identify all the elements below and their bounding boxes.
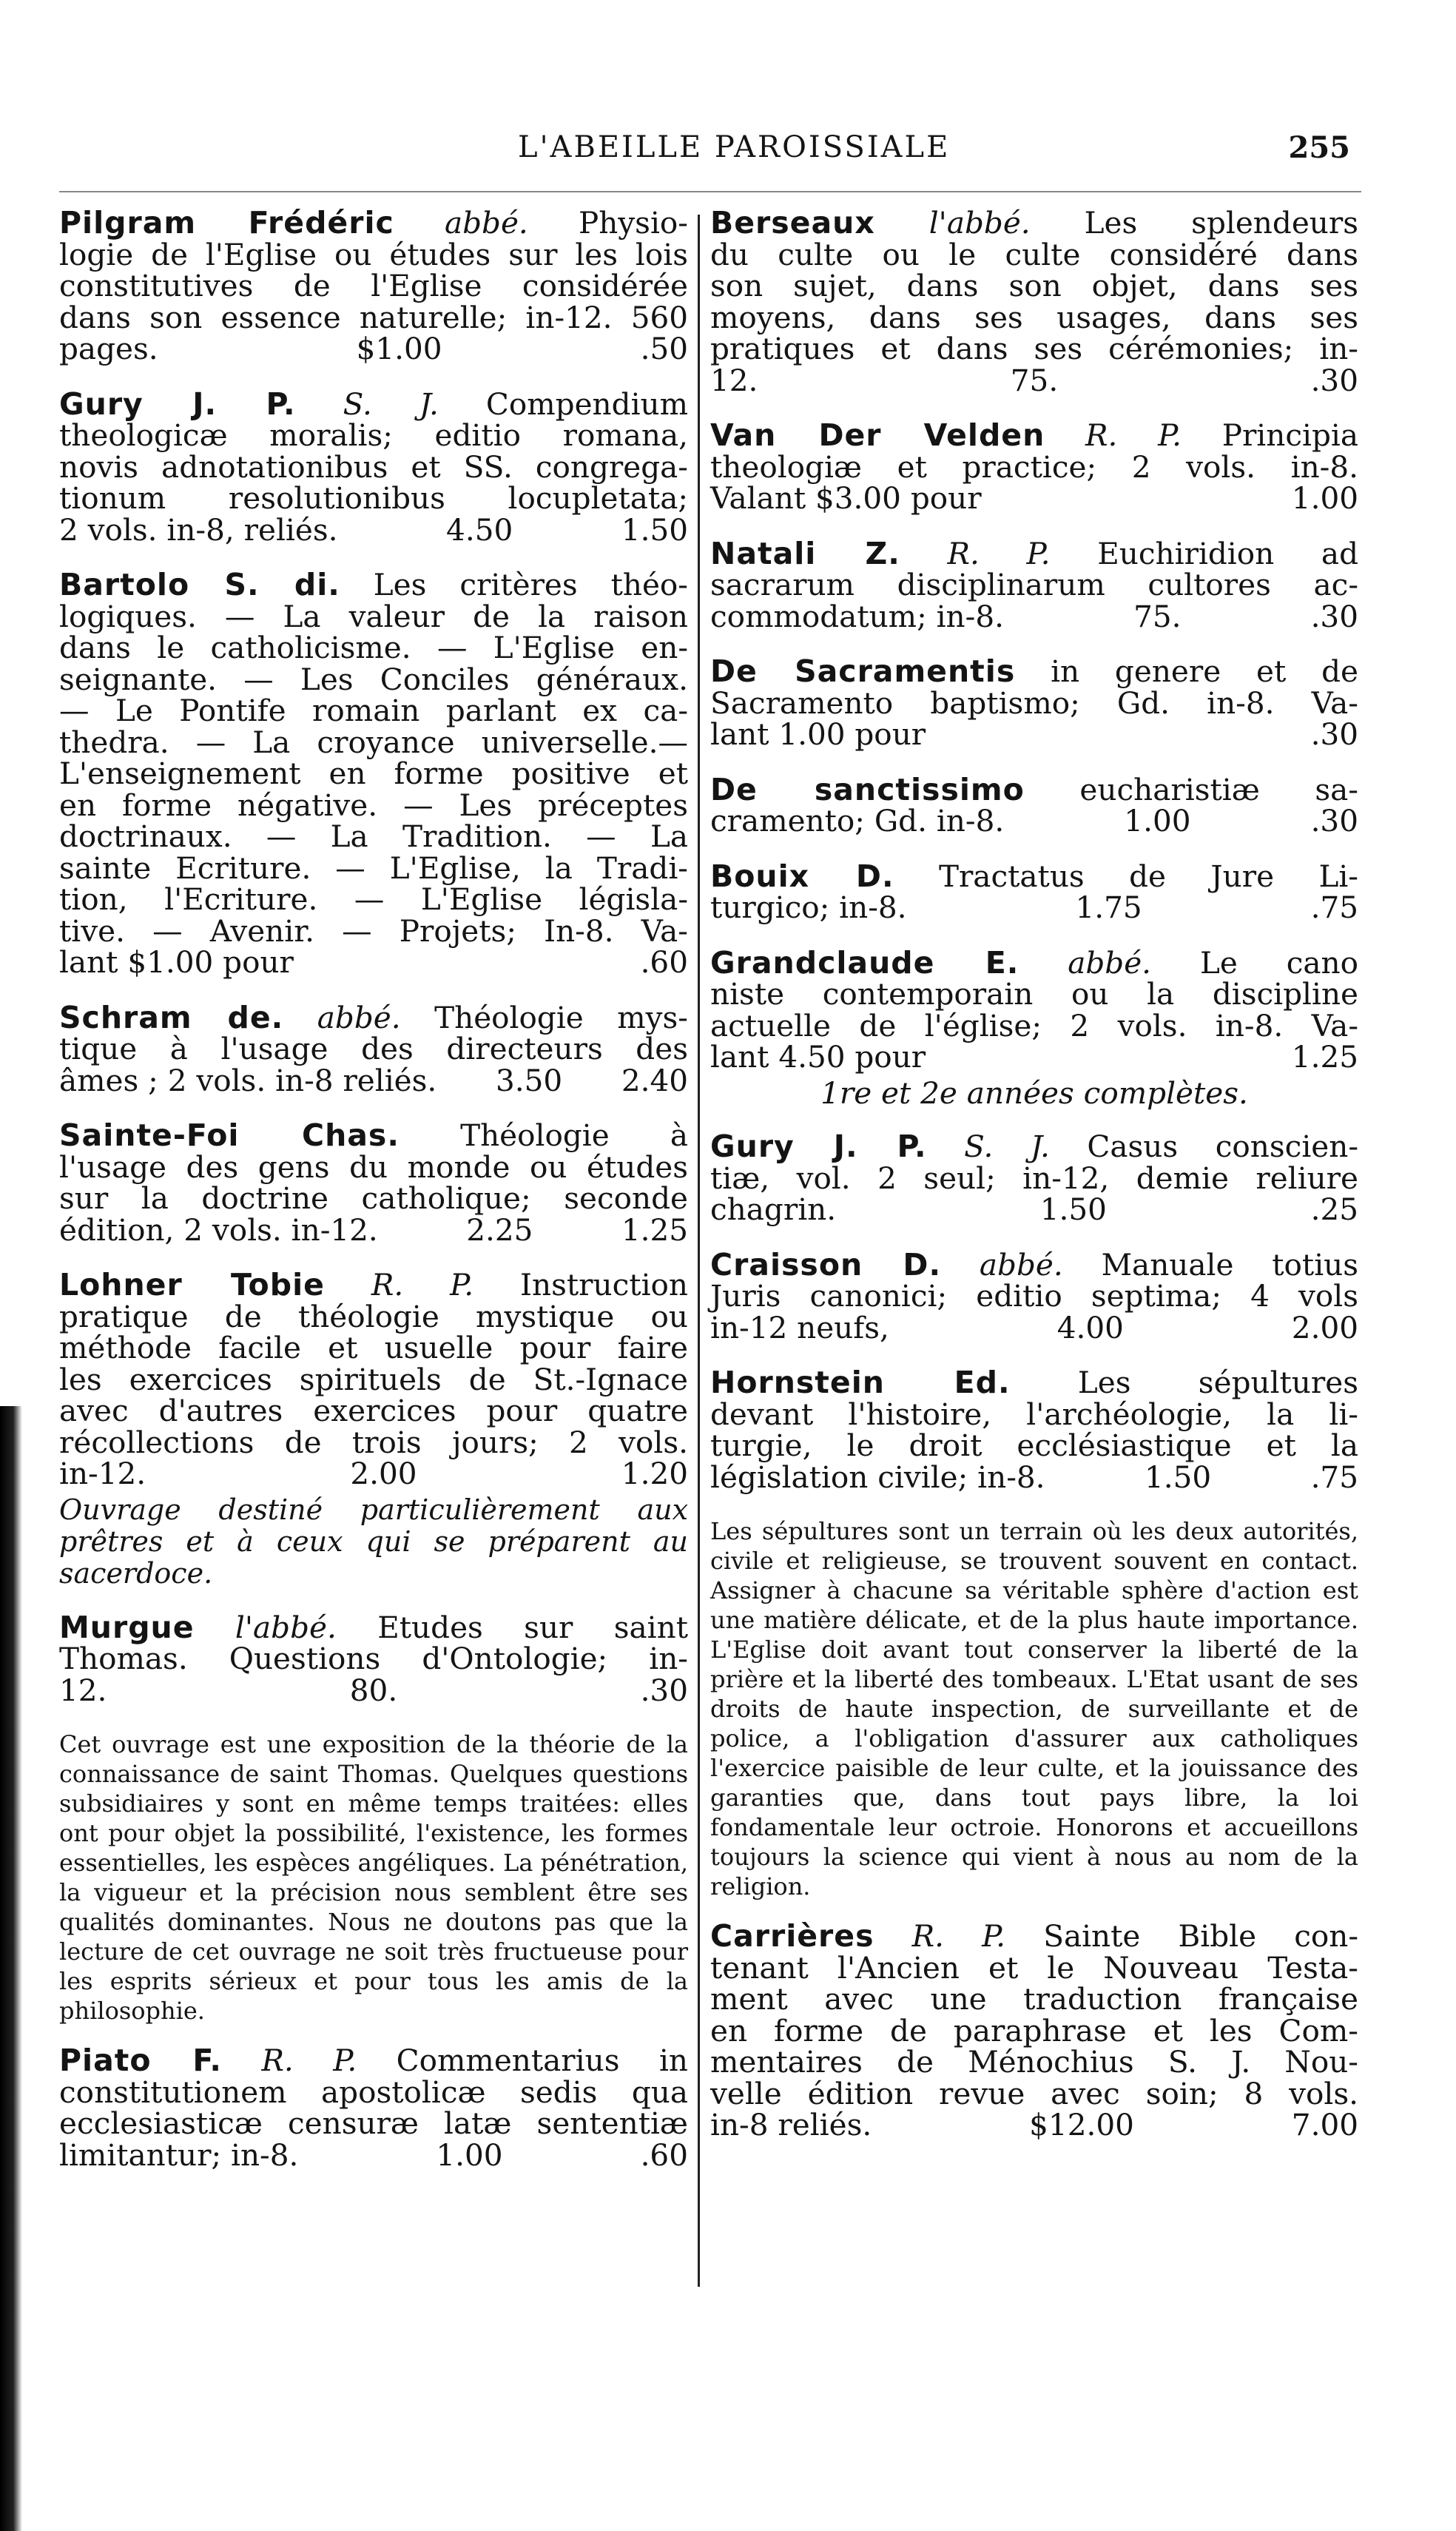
entry-first-line (710, 417, 1358, 453)
entry-rank: R. P. (1085, 417, 1182, 453)
entry-text-line: Compendium (485, 386, 689, 422)
entry-first-line (59, 999, 688, 1035)
entry-format: lant $1.00 pour (59, 944, 294, 980)
entry-first-line (710, 207, 1358, 239)
entry-list-price: 1.50 (1039, 1191, 1107, 1227)
entry-text-line: Euchiridion ad (1097, 535, 1359, 571)
entry-text-line: Le cano (1199, 944, 1358, 981)
entry-review-note: Cet ouvrage est une exposition de la théorie de la connaissance de saint Thomas. Quelques questions subsidiaires y sont en même temps traitées: elles ont pour objet la possibilité, l'existence, les formes essentielles, les espèces angéliques. La pénétration, la vigueur et la précision nous semblent être ses qualités dominantes. Nous ne doutons pas que la lecture de cet ouvrage ne soit très fructueuse pour les esprits sérieux et pour tous les amis de la philosophie. (59, 1730, 688, 2025)
entry-first-line (59, 2045, 688, 2077)
entry-author: Schram de. (59, 999, 284, 1035)
catalog-entry (710, 1246, 1359, 1345)
entry-text-line: velle édition revue avec soin; 8 vols. (710, 2075, 1358, 2111)
entry-text-line: tionum resolutionibus locupletata; (59, 480, 688, 516)
entry-rank: R. P. (261, 2043, 357, 2078)
entry-text-line: constitutives de l'Eglise considérée (59, 268, 688, 303)
entry-text-line: en forme négative. — Les préceptes (59, 787, 688, 823)
catalog-entry (710, 207, 1358, 396)
entry-text-line: tive. — Avenir. — Projets; In-8. Va- (59, 912, 688, 949)
entry-text-line: Théologie à (460, 1117, 688, 1153)
entry-text-line: tion, l'Ecriture. — L'Eglise législa- (59, 881, 688, 917)
entry-rank: R. P. (371, 1267, 474, 1303)
entry-text-line: pratiques et dans ses cérémonies; in- (710, 331, 1358, 366)
entry-price-line (710, 1191, 1358, 1227)
entry-text-line: L'enseignement en forme positive et (59, 756, 688, 791)
entry-first-line (59, 207, 688, 239)
entry-list-price: $1.00 (356, 331, 442, 366)
entry-text-line: turgie, le droit ecclésiastique et la (710, 1428, 1358, 1463)
entry-sale-price: .30 (1310, 362, 1358, 398)
entry-text-line: tenant l'Ancien et le Nouveau Testa- (710, 1949, 1358, 1986)
entry-first-line (710, 1920, 1358, 1952)
entry-text-line: les exercices spirituels de St.-Ignace (59, 1361, 688, 1397)
entry-text-line: sacrarum disciplinarum cultores ac- (710, 567, 1358, 602)
entry-sale-price: 7.00 (1291, 2107, 1358, 2142)
entry-text-line: in genere et de (1051, 653, 1358, 689)
entry-text-line: theologicæ moralis; editio romana, (59, 417, 688, 453)
entry-first-line (710, 1367, 1358, 1399)
entry-price-line (59, 1062, 688, 1098)
entry-price-line (710, 362, 1358, 398)
entry-price-line (710, 1041, 1358, 1073)
entry-author: Piato F. (59, 2043, 222, 2078)
entry-author: De Sacramentis (710, 653, 1016, 689)
entry-first-line (710, 535, 1359, 571)
left-column (59, 207, 688, 2194)
entry-rank: S. J. (964, 1129, 1050, 1164)
entry-price-line (59, 1672, 688, 1708)
page-header (0, 130, 1361, 175)
entry-format: in-8 reliés. (710, 2107, 872, 2142)
entry-sale-price: .60 (640, 944, 688, 980)
entry-author: Lohner Tobie (59, 1267, 325, 1303)
entry-rank: abbé. (444, 205, 528, 241)
entry-sale-price: .75 (1310, 1459, 1358, 1495)
entry-sale-price: .75 (1310, 890, 1358, 925)
entry-text-line: Tractatus de Jure Li- (938, 858, 1358, 894)
entry-format: législation civile; in-8. (710, 1459, 1045, 1495)
entry-format: limitantur; in-8. (59, 2137, 299, 2173)
entry-center-note: 1re et 2e années complètes. (820, 1075, 1248, 1111)
entry-first-line (59, 1269, 688, 1301)
entry-sale-price: 2.00 (1291, 1309, 1358, 1345)
entry-rank: R. P. (911, 1918, 1006, 1954)
entry-text-line: Manuale totius (1101, 1246, 1359, 1283)
entry-text-line: eucharistiæ sa- (1079, 771, 1358, 807)
entry-price-line (710, 716, 1358, 752)
entry-rank: l'abbé. (928, 205, 1031, 241)
entry-sale-price: 1.00 (1291, 480, 1358, 516)
entry-text-line: en forme de paraphrase et les Com- (710, 2012, 1358, 2048)
entry-price-line (710, 892, 1358, 924)
entry-first-line (710, 771, 1358, 807)
entry-text-line: Thomas. Questions d'Ontologie; in- (59, 1641, 688, 1676)
entry-sale-price: .30 (1310, 598, 1358, 634)
entry-price-line (59, 333, 688, 365)
catalog-entry (710, 1131, 1358, 1226)
entry-list-price: 1.50 (1144, 1459, 1212, 1495)
entry-format: in-12 neufs, (710, 1309, 889, 1345)
entry-text-line: niste contemporain ou la discipline (710, 976, 1358, 1012)
entry-text-line: devant l'histoire, l'archéologie, la li- (710, 1396, 1358, 1432)
entry-text-line: méthode facile et usuelle pour faire (59, 1330, 688, 1365)
entry-price-line (59, 944, 688, 980)
entry-review-note: Les sépultures sont un terrain où les deux autorités, civile et religieuse, se trouvent souvent en contact. Assigner à chacune sa véritable sphère d'action est une matière délicate, et de la plus haute importance. L'Eglise doit avant tout conserver la liberté de la prière et la liberté des tombeaux. L'Etat usant de ses droits de haute inspection, de surveillante et de police, a l'obligation d'assurer aux catholiques l'exercice paisible de leur culte, et la jouissance des garanties que, dans tout pays libre, la loi fondamentale leur octroie. Honorons et accueillons toujours la science qui vient à nous au nom de la religion. (710, 1517, 1358, 1900)
catalog-entry (59, 1117, 688, 1248)
entry-list-price: $12.00 (1029, 2107, 1134, 2142)
entry-price-line (59, 1458, 688, 1490)
entry-first-line (710, 1246, 1359, 1283)
entry-text-line: doctrinaux. — La Tradition. — La (59, 819, 688, 854)
entry-price-line (710, 805, 1358, 837)
catalog-entry (710, 1367, 1358, 1493)
entry-author: Murgue (59, 1609, 195, 1645)
entry-sale-price: .60 (640, 2137, 688, 2173)
entry-text-line: Commentarius in (396, 2043, 688, 2078)
entry-list-price: 1.00 (436, 2137, 503, 2173)
entry-format: turgico; in-8. (710, 890, 907, 925)
entry-price-line (710, 1309, 1358, 1345)
entry-price-line (710, 2109, 1358, 2141)
entry-text-line: constitutionem apostolicæ sedis qua (59, 2074, 688, 2110)
entry-text-line: Physio- (578, 205, 688, 241)
entry-text-line: son sujet, dans son objet, dans ses (710, 268, 1358, 303)
catalog-entry (710, 535, 1359, 634)
entry-price-line (710, 598, 1358, 634)
entry-text-line: récollections de trois jours; 2 vols. (59, 1424, 688, 1460)
entry-text-line: seignante. — Les Conciles généraux. (59, 661, 688, 697)
entry-format: âmes ; 2 vols. in-8 reliés. (59, 1062, 437, 1098)
entry-text-line: Juris canonici; editio septima; 4 vols (710, 1278, 1358, 1314)
entry-first-line (59, 386, 689, 422)
entry-rank: l'abbé. (235, 1609, 337, 1645)
entry-sale-price: .30 (640, 1672, 688, 1708)
entry-first-line (59, 569, 688, 601)
entry-text-line: logiques. — La valeur de la raison (59, 598, 688, 634)
entry-sale-price: 1.20 (621, 1456, 688, 1491)
entry-list-price: 4.50 (446, 511, 513, 548)
entry-rank: S. J. (343, 386, 439, 422)
entry-text-line: tique à l'usage des directeurs des (59, 1031, 688, 1066)
entry-text-line: sainte Ecriture. — L'Eglise, la Tradi- (59, 850, 688, 886)
catalog-entry (59, 569, 688, 978)
entry-rank: R. P. (947, 535, 1051, 571)
entry-price-line (59, 1211, 688, 1248)
entry-sale-price: .30 (1310, 716, 1358, 752)
entry-text-line: avec d'autres exercices pour quatre (59, 1393, 688, 1428)
entry-list-price: 3.50 (495, 1062, 563, 1098)
right-column (710, 207, 1358, 2165)
entry-format: in-12. (59, 1456, 146, 1491)
entry-text-line: Etudes sur saint (377, 1609, 688, 1645)
entry-sale-price: 2.40 (621, 1062, 688, 1098)
entry-author: Bouix D. (710, 858, 894, 894)
entry-first-line (710, 1131, 1358, 1163)
entry-format: chagrin. (710, 1191, 837, 1227)
catalog-entry (710, 771, 1358, 838)
entry-sale-price: .50 (640, 331, 688, 366)
entry-price-line (710, 480, 1358, 516)
entry-author: Craisson D. (710, 1246, 942, 1283)
entry-first-line (710, 653, 1358, 689)
entry-sale-price: 1.50 (621, 511, 688, 548)
entry-text-line: Les splendeurs (1084, 205, 1359, 241)
catalog-entry (59, 1269, 688, 1490)
entry-rank: abbé. (979, 1246, 1063, 1283)
entry-author: Gury J. P. (59, 386, 296, 422)
entry-author: Gury J. P. (710, 1129, 927, 1164)
catalog-entry (710, 417, 1358, 516)
entry-text-line: dans le catholicisme. — L'Eglise en- (59, 630, 688, 665)
entry-format: pages. (59, 331, 158, 366)
entry-price-line (59, 2137, 688, 2173)
entry-first-line (710, 944, 1358, 981)
entry-list-price: 1.00 (1124, 803, 1191, 838)
catalog-entry (710, 1920, 1358, 2141)
entry-format: 12. (59, 1672, 107, 1708)
entry-text-line: theologiæ et practice; 2 vols. in-8. (710, 448, 1358, 485)
entry-text-line: ecclesiasticæ censuræ latæ sententiæ (59, 2105, 688, 2141)
entry-author: Sainte-Foi Chas. (59, 1117, 400, 1153)
entry-price-line (59, 511, 688, 548)
entry-text-line: Les critères théo- (373, 567, 688, 602)
entry-text-line: l'usage des gens du monde ou études (59, 1149, 688, 1185)
catalog-entry (710, 653, 1358, 752)
entry-rank: abbé. (1068, 944, 1152, 981)
entry-format: édition, 2 vols. in-12. (59, 1211, 378, 1248)
entry-text-line: Les sépultures (1077, 1365, 1358, 1400)
entry-text-line: Théologie mys- (434, 999, 688, 1035)
catalog-entry (59, 1609, 688, 1708)
entry-format: lant 1.00 pour (710, 716, 926, 752)
entry-author: Grandclaude E. (710, 944, 1019, 981)
entry-text-line: dans son essence naturelle; in-12. 560 (59, 299, 688, 335)
entry-text-line: Sainte Bible con- (1043, 1918, 1359, 1954)
entry-format: Valant $3.00 pour (710, 480, 982, 516)
entry-first-line (59, 1609, 688, 1645)
entry-list-price: 2.25 (466, 1211, 533, 1248)
entry-text-line: — Le Pontife romain parlant ex ca- (59, 693, 688, 728)
column-divider (698, 215, 700, 2287)
catalog-entry (710, 944, 1358, 1075)
entry-format: lant 4.50 pour (710, 1039, 926, 1075)
entry-format: 12. (710, 362, 758, 398)
entry-author: De sanctissimo (710, 771, 1025, 807)
header-rule (59, 191, 1361, 192)
entry-sale-price: .25 (1310, 1191, 1358, 1227)
entry-author: Van Der Velden (710, 417, 1045, 453)
entry-text-line: novis adnotationibus et SS. congrega- (59, 448, 688, 485)
entry-sale-price: 1.25 (1291, 1039, 1358, 1075)
entry-text-line: ment avec une traduction française (710, 1981, 1358, 2017)
entry-author: Berseaux (710, 205, 875, 241)
catalog-entry (59, 207, 688, 365)
page-edge-shadow (0, 1406, 22, 2531)
entry-list-price: 75. (1010, 362, 1059, 398)
entry-author: Hornstein Ed. (710, 1365, 1011, 1400)
entry-text-line: thedra. — La croyance universelle.— (59, 724, 688, 760)
running-title: L'ABEILLE PAROISSIALE (518, 130, 951, 164)
entry-sale-price: .30 (1310, 803, 1358, 838)
entry-format: 2 vols. in-8, reliés. (59, 511, 338, 548)
entry-author: Bartolo S. di. (59, 567, 340, 602)
entry-text-line: pratique de théologie mystique ou (59, 1298, 688, 1334)
entry-italic-note: Ouvrage destiné particulièrement aux prêtres et à ceux qui se préparent au sacerdoce. (59, 1493, 688, 1590)
entry-text-line: logie de l'Eglise ou études sur les lois (59, 236, 688, 272)
entry-text-line: Casus conscien- (1087, 1129, 1359, 1164)
entry-list-price: 2.00 (350, 1456, 417, 1491)
entry-text-line: mentaires de Ménochius S. J. Nou- (710, 2044, 1358, 2080)
catalog-entry (59, 386, 689, 548)
entry-author: Carrières (710, 1918, 874, 1954)
entry-list-price: 75. (1133, 598, 1182, 634)
entry-first-line (59, 1117, 688, 1153)
catalog-entry (59, 999, 688, 1098)
entry-text-line: Sacramento baptismo; Gd. in-8. Va- (710, 685, 1358, 721)
entry-price-line (710, 1459, 1358, 1495)
entry-rank: abbé. (317, 999, 401, 1035)
entry-list-price: 80. (349, 1672, 398, 1708)
entry-text-line: actuelle de l'église; 2 vols. in-8. Va- (710, 1007, 1358, 1043)
entry-sale-price: 1.25 (621, 1211, 688, 1248)
entry-author: Natali Z. (710, 535, 900, 571)
entry-first-line (710, 858, 1358, 894)
entry-text-line: du culte ou le culte considéré dans (710, 236, 1358, 272)
catalog-entry (710, 858, 1358, 925)
entry-text-line: sur la doctrine catholique; seconde (59, 1180, 688, 1216)
entry-list-price: 1.75 (1075, 890, 1142, 925)
entry-text-line: moyens, dans ses usages, dans ses (710, 299, 1358, 335)
entry-list-price: 4.00 (1056, 1309, 1124, 1345)
entry-format: commodatum; in-8. (710, 598, 1004, 634)
entry-text-line: Principia (1221, 417, 1358, 453)
page-number: 255 (1288, 130, 1350, 165)
entry-text-line: tiæ, vol. 2 seul; in-12, demie reliure (710, 1160, 1358, 1196)
entry-author: Pilgram Frédéric (59, 205, 394, 241)
entry-text-line: Instruction (520, 1267, 688, 1303)
entry-format: cramento; Gd. in-8. (710, 803, 1005, 838)
catalog-entry (59, 2045, 688, 2171)
